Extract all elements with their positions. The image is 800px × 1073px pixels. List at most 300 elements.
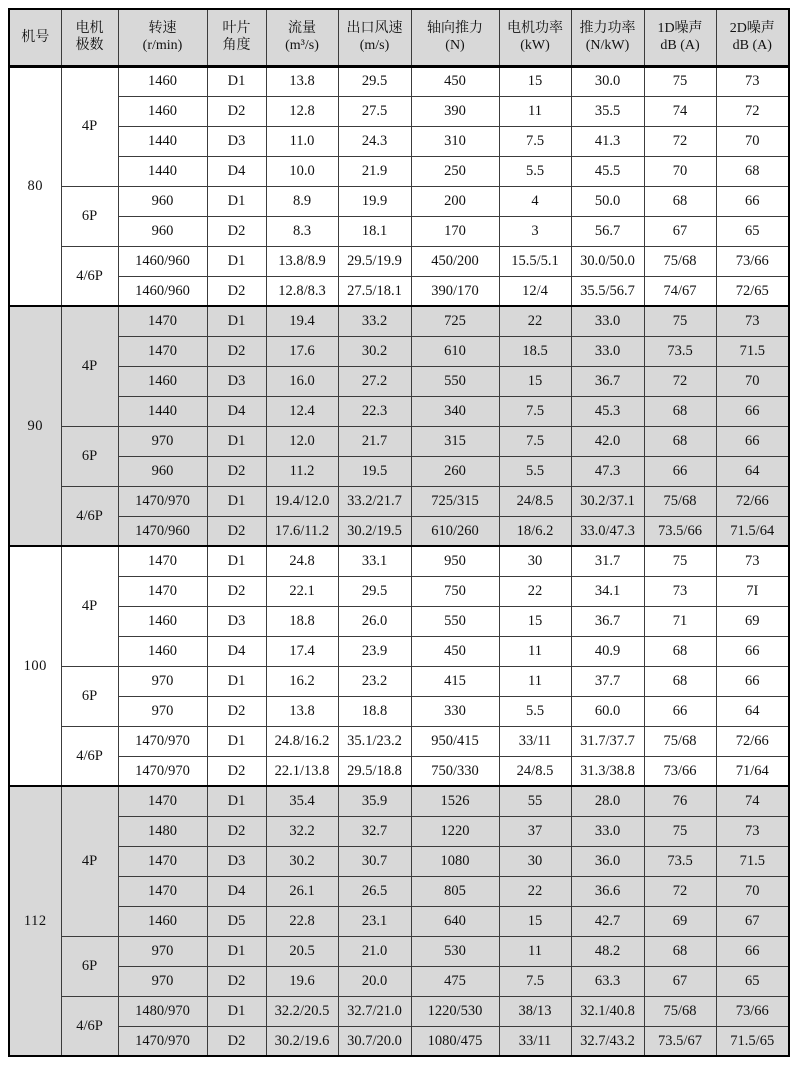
- cell-axial_thrust: 1080: [411, 846, 499, 876]
- cell-axial_thrust: 450: [411, 636, 499, 666]
- table-row: [9, 96, 789, 126]
- cell-motor_power: 15: [499, 66, 571, 96]
- cell-outlet_velocity: 35.1/23.2: [338, 726, 411, 756]
- cell-motor_power: 4: [499, 186, 571, 216]
- cell-speed: 1470: [118, 786, 207, 816]
- cell-flow: 19.6: [266, 966, 338, 996]
- cell-speed: 970: [118, 696, 207, 726]
- cell-motor_power: 38/13: [499, 996, 571, 1026]
- cell-flow: 26.1: [266, 876, 338, 906]
- table-row: [9, 786, 789, 816]
- table-row: [9, 426, 789, 456]
- cell-speed: 1460: [118, 366, 207, 396]
- table-row: [9, 156, 789, 186]
- cell-speed: 1470: [118, 546, 207, 576]
- cell-outlet_velocity: 35.9: [338, 786, 411, 816]
- cell-flow: 8.3: [266, 216, 338, 246]
- cell-blade_angle: D3: [207, 606, 266, 636]
- cell-outlet_velocity: 32.7/21.0: [338, 996, 411, 1026]
- table-row: [9, 516, 789, 546]
- cell-thrust_power: 45.3: [571, 396, 644, 426]
- cell-blade_angle: D1: [207, 486, 266, 516]
- table-row: [9, 186, 789, 216]
- cell-noise_2d: 70: [716, 126, 789, 156]
- cell-axial_thrust: 725: [411, 306, 499, 336]
- cell-outlet_velocity: 23.9: [338, 636, 411, 666]
- cell-noise_2d: 73: [716, 546, 789, 576]
- col-header-axial_thrust: 轴向推力 (N): [411, 9, 499, 66]
- cell-speed: 1470: [118, 846, 207, 876]
- cell-noise_2d: 66: [716, 396, 789, 426]
- cell-flow: 12.4: [266, 396, 338, 426]
- cell-axial_thrust: 1526: [411, 786, 499, 816]
- cell-outlet_velocity: 29.5: [338, 66, 411, 96]
- cell-outlet_velocity: 21.7: [338, 426, 411, 456]
- cell-blade_angle: D4: [207, 876, 266, 906]
- cell-axial_thrust: 750: [411, 576, 499, 606]
- cell-thrust_power: 33.0: [571, 336, 644, 366]
- cell-noise_1d: 73.5/66: [644, 516, 716, 546]
- cell-axial_thrust: 415: [411, 666, 499, 696]
- cell-axial_thrust: 1080/475: [411, 1026, 499, 1056]
- cell-motor_power: 33/11: [499, 726, 571, 756]
- cell-speed: 960: [118, 456, 207, 486]
- cell-blade_angle: D2: [207, 516, 266, 546]
- cell-noise_1d: 67: [644, 216, 716, 246]
- col-header-noise_1d: 1D噪声 dB (A): [644, 9, 716, 66]
- cell-motor_power: 7.5: [499, 966, 571, 996]
- cell-blade_angle: D4: [207, 636, 266, 666]
- cell-flow: 12.0: [266, 426, 338, 456]
- cell-noise_1d: 68: [644, 936, 716, 966]
- cell-noise_1d: 75: [644, 816, 716, 846]
- cell-speed: 960: [118, 186, 207, 216]
- cell-outlet_velocity: 29.5/19.9: [338, 246, 411, 276]
- cell-flow: 30.2: [266, 846, 338, 876]
- cell-noise_1d: 72: [644, 126, 716, 156]
- cell-noise_2d: 71.5: [716, 336, 789, 366]
- cell-poles: 4/6P: [61, 996, 118, 1056]
- cell-speed: 1480: [118, 816, 207, 846]
- table-row: [9, 816, 789, 846]
- cell-axial_thrust: 640: [411, 906, 499, 936]
- table-row: [9, 756, 789, 786]
- cell-blade_angle: D4: [207, 396, 266, 426]
- cell-blade_angle: D2: [207, 966, 266, 996]
- cell-speed: 970: [118, 666, 207, 696]
- cell-outlet_velocity: 22.3: [338, 396, 411, 426]
- cell-flow: 24.8: [266, 546, 338, 576]
- cell-axial_thrust: 200: [411, 186, 499, 216]
- cell-motor_power: 55: [499, 786, 571, 816]
- table-row: [9, 546, 789, 576]
- cell-thrust_power: 31.7/37.7: [571, 726, 644, 756]
- cell-thrust_power: 48.2: [571, 936, 644, 966]
- cell-noise_2d: 72/65: [716, 276, 789, 306]
- cell-blade_angle: D3: [207, 126, 266, 156]
- cell-noise_2d: 64: [716, 456, 789, 486]
- table-row: [9, 696, 789, 726]
- cell-poles: 6P: [61, 666, 118, 726]
- cell-noise_1d: 70: [644, 156, 716, 186]
- cell-blade_angle: D2: [207, 216, 266, 246]
- cell-blade_angle: D1: [207, 426, 266, 456]
- cell-noise_2d: 72/66: [716, 726, 789, 756]
- cell-speed: 970: [118, 966, 207, 996]
- cell-machine-no: 112: [9, 786, 61, 1056]
- cell-axial_thrust: 1220: [411, 816, 499, 846]
- cell-thrust_power: 32.7/43.2: [571, 1026, 644, 1056]
- fan-spec-table: [8, 8, 790, 1057]
- cell-outlet_velocity: 24.3: [338, 126, 411, 156]
- cell-speed: 1440: [118, 396, 207, 426]
- table-row: [9, 636, 789, 666]
- cell-axial_thrust: 750/330: [411, 756, 499, 786]
- cell-thrust_power: 32.1/40.8: [571, 996, 644, 1026]
- cell-flow: 22.1: [266, 576, 338, 606]
- cell-thrust_power: 30.0: [571, 66, 644, 96]
- cell-thrust_power: 50.0: [571, 186, 644, 216]
- cell-blade_angle: D1: [207, 246, 266, 276]
- cell-speed: 1470/970: [118, 726, 207, 756]
- cell-speed: 1470/970: [118, 756, 207, 786]
- cell-motor_power: 22: [499, 576, 571, 606]
- cell-flow: 17.4: [266, 636, 338, 666]
- cell-flow: 22.1/13.8: [266, 756, 338, 786]
- col-header-motor_power: 电机功率 (kW): [499, 9, 571, 66]
- cell-thrust_power: 47.3: [571, 456, 644, 486]
- cell-speed: 1470: [118, 306, 207, 336]
- cell-flow: 35.4: [266, 786, 338, 816]
- cell-noise_1d: 68: [644, 186, 716, 216]
- cell-thrust_power: 28.0: [571, 786, 644, 816]
- cell-axial_thrust: 260: [411, 456, 499, 486]
- cell-axial_thrust: 390/170: [411, 276, 499, 306]
- cell-noise_1d: 73.5: [644, 336, 716, 366]
- cell-poles: 4/6P: [61, 246, 118, 306]
- cell-motor_power: 5.5: [499, 156, 571, 186]
- cell-outlet_velocity: 27.5/18.1: [338, 276, 411, 306]
- cell-noise_2d: 66: [716, 936, 789, 966]
- table-row: [9, 666, 789, 696]
- cell-blade_angle: D1: [207, 546, 266, 576]
- cell-motor_power: 7.5: [499, 126, 571, 156]
- cell-speed: 1480/970: [118, 996, 207, 1026]
- cell-thrust_power: 36.0: [571, 846, 644, 876]
- cell-axial_thrust: 250: [411, 156, 499, 186]
- cell-thrust_power: 36.7: [571, 366, 644, 396]
- cell-motor_power: 11: [499, 96, 571, 126]
- cell-noise_1d: 73.5/67: [644, 1026, 716, 1056]
- cell-flow: 19.4/12.0: [266, 486, 338, 516]
- table-row: [9, 66, 789, 96]
- cell-flow: 16.0: [266, 366, 338, 396]
- table-row: [9, 1026, 789, 1056]
- table-row: [9, 276, 789, 306]
- cell-outlet_velocity: 33.2/21.7: [338, 486, 411, 516]
- cell-axial_thrust: 450: [411, 66, 499, 96]
- cell-noise_1d: 68: [644, 396, 716, 426]
- table-row: [9, 966, 789, 996]
- cell-thrust_power: 31.7: [571, 546, 644, 576]
- cell-flow: 12.8/8.3: [266, 276, 338, 306]
- cell-motor_power: 30: [499, 546, 571, 576]
- table-body: [9, 66, 789, 1056]
- cell-outlet_velocity: 30.7: [338, 846, 411, 876]
- cell-blade_angle: D1: [207, 936, 266, 966]
- cell-thrust_power: 36.7: [571, 606, 644, 636]
- cell-motor_power: 7.5: [499, 426, 571, 456]
- cell-noise_2d: 73/66: [716, 996, 789, 1026]
- cell-noise_1d: 74: [644, 96, 716, 126]
- cell-thrust_power: 63.3: [571, 966, 644, 996]
- cell-flow: 19.4: [266, 306, 338, 336]
- cell-blade_angle: D1: [207, 666, 266, 696]
- cell-noise_1d: 73/66: [644, 756, 716, 786]
- table-row: [9, 366, 789, 396]
- cell-speed: 1460/960: [118, 276, 207, 306]
- cell-noise_1d: 67: [644, 966, 716, 996]
- cell-speed: 970: [118, 936, 207, 966]
- cell-noise_2d: 69: [716, 606, 789, 636]
- cell-flow: 10.0: [266, 156, 338, 186]
- cell-outlet_velocity: 21.0: [338, 936, 411, 966]
- cell-thrust_power: 56.7: [571, 216, 644, 246]
- cell-speed: 970: [118, 426, 207, 456]
- col-header-blade_angle: 叶片 角度: [207, 9, 266, 66]
- cell-noise_2d: 74: [716, 786, 789, 816]
- cell-outlet_velocity: 29.5/18.8: [338, 756, 411, 786]
- cell-flow: 13.8: [266, 696, 338, 726]
- cell-thrust_power: 45.5: [571, 156, 644, 186]
- cell-outlet_velocity: 19.9: [338, 186, 411, 216]
- cell-blade_angle: D2: [207, 696, 266, 726]
- cell-speed: 1460: [118, 606, 207, 636]
- cell-speed: 1470/960: [118, 516, 207, 546]
- cell-axial_thrust: 950/415: [411, 726, 499, 756]
- cell-noise_1d: 73: [644, 576, 716, 606]
- table-row: [9, 246, 789, 276]
- col-header-poles: 电机 极数: [61, 9, 118, 66]
- cell-poles: 4/6P: [61, 726, 118, 786]
- cell-noise_1d: 72: [644, 366, 716, 396]
- table-row: [9, 216, 789, 246]
- cell-motor_power: 18.5: [499, 336, 571, 366]
- cell-axial_thrust: 475: [411, 966, 499, 996]
- cell-blade_angle: D2: [207, 96, 266, 126]
- cell-motor_power: 15: [499, 366, 571, 396]
- cell-flow: 24.8/16.2: [266, 726, 338, 756]
- cell-flow: 8.9: [266, 186, 338, 216]
- cell-axial_thrust: 725/315: [411, 486, 499, 516]
- cell-flow: 20.5: [266, 936, 338, 966]
- cell-axial_thrust: 550: [411, 366, 499, 396]
- cell-blade_angle: D2: [207, 456, 266, 486]
- cell-noise_1d: 69: [644, 906, 716, 936]
- cell-axial_thrust: 950: [411, 546, 499, 576]
- cell-axial_thrust: 610/260: [411, 516, 499, 546]
- cell-noise_1d: 75: [644, 66, 716, 96]
- cell-blade_angle: D2: [207, 756, 266, 786]
- col-header-machine_no: 机号: [9, 9, 61, 66]
- cell-noise_2d: 71.5/64: [716, 516, 789, 546]
- cell-noise_2d: 73: [716, 306, 789, 336]
- cell-axial_thrust: 315: [411, 426, 499, 456]
- cell-outlet_velocity: 33.2: [338, 306, 411, 336]
- cell-poles: 6P: [61, 186, 118, 246]
- cell-flow: 12.8: [266, 96, 338, 126]
- cell-blade_angle: D1: [207, 996, 266, 1026]
- cell-noise_2d: 66: [716, 636, 789, 666]
- col-header-flow: 流量 (m³/s): [266, 9, 338, 66]
- cell-flow: 11.0: [266, 126, 338, 156]
- cell-motor_power: 15: [499, 906, 571, 936]
- cell-noise_2d: 71/64: [716, 756, 789, 786]
- cell-machine-no: 100: [9, 546, 61, 786]
- cell-noise_1d: 66: [644, 456, 716, 486]
- cell-outlet_velocity: 27.5: [338, 96, 411, 126]
- cell-speed: 1460: [118, 636, 207, 666]
- cell-noise_1d: 68: [644, 666, 716, 696]
- cell-flow: 30.2/19.6: [266, 1026, 338, 1056]
- cell-outlet_velocity: 30.2/19.5: [338, 516, 411, 546]
- table-row: [9, 936, 789, 966]
- cell-speed: 1460: [118, 906, 207, 936]
- cell-thrust_power: 30.2/37.1: [571, 486, 644, 516]
- cell-blade_angle: D2: [207, 1026, 266, 1056]
- cell-thrust_power: 30.0/50.0: [571, 246, 644, 276]
- cell-outlet_velocity: 29.5: [338, 576, 411, 606]
- cell-flow: 16.2: [266, 666, 338, 696]
- cell-outlet_velocity: 30.7/20.0: [338, 1026, 411, 1056]
- table-row: [9, 906, 789, 936]
- cell-axial_thrust: 550: [411, 606, 499, 636]
- cell-outlet_velocity: 26.5: [338, 876, 411, 906]
- table-row: [9, 996, 789, 1026]
- table-row: [9, 306, 789, 336]
- cell-motor_power: 24/8.5: [499, 486, 571, 516]
- cell-noise_2d: 70: [716, 876, 789, 906]
- cell-speed: 1460/960: [118, 246, 207, 276]
- cell-thrust_power: 42.0: [571, 426, 644, 456]
- cell-blade_angle: D1: [207, 306, 266, 336]
- cell-blade_angle: D1: [207, 66, 266, 96]
- cell-outlet_velocity: 19.5: [338, 456, 411, 486]
- cell-noise_1d: 68: [644, 636, 716, 666]
- cell-noise_2d: 70: [716, 366, 789, 396]
- cell-outlet_velocity: 32.7: [338, 816, 411, 846]
- cell-blade_angle: D2: [207, 276, 266, 306]
- cell-speed: 1470: [118, 576, 207, 606]
- cell-speed: 1440: [118, 156, 207, 186]
- cell-speed: 960: [118, 216, 207, 246]
- cell-noise_2d: 66: [716, 186, 789, 216]
- cell-poles: 4/6P: [61, 486, 118, 546]
- cell-poles: 6P: [61, 936, 118, 996]
- cell-noise_2d: 7I: [716, 576, 789, 606]
- cell-axial_thrust: 310: [411, 126, 499, 156]
- cell-motor_power: 24/8.5: [499, 756, 571, 786]
- cell-blade_angle: D4: [207, 156, 266, 186]
- table-row: [9, 336, 789, 366]
- col-header-noise_2d: 2D噪声 dB (A): [716, 9, 789, 66]
- table-row: [9, 876, 789, 906]
- cell-motor_power: 15.5/5.1: [499, 246, 571, 276]
- cell-noise_1d: 75/68: [644, 996, 716, 1026]
- cell-flow: 18.8: [266, 606, 338, 636]
- cell-noise_1d: 76: [644, 786, 716, 816]
- cell-noise_2d: 72/66: [716, 486, 789, 516]
- cell-motor_power: 33/11: [499, 1026, 571, 1056]
- cell-speed: 1470/970: [118, 486, 207, 516]
- cell-noise_2d: 65: [716, 966, 789, 996]
- cell-motor_power: 5.5: [499, 456, 571, 486]
- cell-motor_power: 15: [499, 606, 571, 636]
- cell-noise_1d: 75/68: [644, 726, 716, 756]
- cell-motor_power: 18/6.2: [499, 516, 571, 546]
- cell-noise_1d: 72: [644, 876, 716, 906]
- cell-noise_1d: 75/68: [644, 486, 716, 516]
- cell-noise_1d: 66: [644, 696, 716, 726]
- cell-blade_angle: D2: [207, 816, 266, 846]
- cell-motor_power: 5.5: [499, 696, 571, 726]
- cell-axial_thrust: 530: [411, 936, 499, 966]
- cell-noise_2d: 68: [716, 156, 789, 186]
- cell-machine-no: 80: [9, 66, 61, 306]
- cell-thrust_power: 33.0: [571, 306, 644, 336]
- table-row: [9, 726, 789, 756]
- cell-outlet_velocity: 27.2: [338, 366, 411, 396]
- cell-flow: 17.6/11.2: [266, 516, 338, 546]
- cell-thrust_power: 36.6: [571, 876, 644, 906]
- col-header-speed: 转速 (r/min): [118, 9, 207, 66]
- cell-outlet_velocity: 18.8: [338, 696, 411, 726]
- cell-thrust_power: 37.7: [571, 666, 644, 696]
- cell-axial_thrust: 805: [411, 876, 499, 906]
- cell-noise_2d: 71.5/65: [716, 1026, 789, 1056]
- cell-noise_2d: 73: [716, 66, 789, 96]
- cell-thrust_power: 35.5/56.7: [571, 276, 644, 306]
- cell-motor_power: 30: [499, 846, 571, 876]
- cell-speed: 1460: [118, 66, 207, 96]
- cell-thrust_power: 40.9: [571, 636, 644, 666]
- cell-motor_power: 3: [499, 216, 571, 246]
- cell-noise_2d: 73/66: [716, 246, 789, 276]
- cell-outlet_velocity: 33.1: [338, 546, 411, 576]
- cell-noise_1d: 74/67: [644, 276, 716, 306]
- cell-outlet_velocity: 23.2: [338, 666, 411, 696]
- cell-thrust_power: 41.3: [571, 126, 644, 156]
- cell-noise_1d: 75: [644, 306, 716, 336]
- cell-axial_thrust: 1220/530: [411, 996, 499, 1026]
- cell-motor_power: 22: [499, 306, 571, 336]
- cell-motor_power: 22: [499, 876, 571, 906]
- cell-speed: 1440: [118, 126, 207, 156]
- cell-blade_angle: D1: [207, 186, 266, 216]
- cell-outlet_velocity: 23.1: [338, 906, 411, 936]
- col-header-thrust_power: 推力功率 (N/kW): [571, 9, 644, 66]
- cell-axial_thrust: 450/200: [411, 246, 499, 276]
- cell-machine-no: 90: [9, 306, 61, 546]
- table-row: [9, 606, 789, 636]
- cell-noise_1d: 75/68: [644, 246, 716, 276]
- cell-noise_2d: 66: [716, 666, 789, 696]
- cell-noise_2d: 72: [716, 96, 789, 126]
- cell-thrust_power: 34.1: [571, 576, 644, 606]
- cell-flow: 11.2: [266, 456, 338, 486]
- table-row: [9, 576, 789, 606]
- cell-blade_angle: D1: [207, 726, 266, 756]
